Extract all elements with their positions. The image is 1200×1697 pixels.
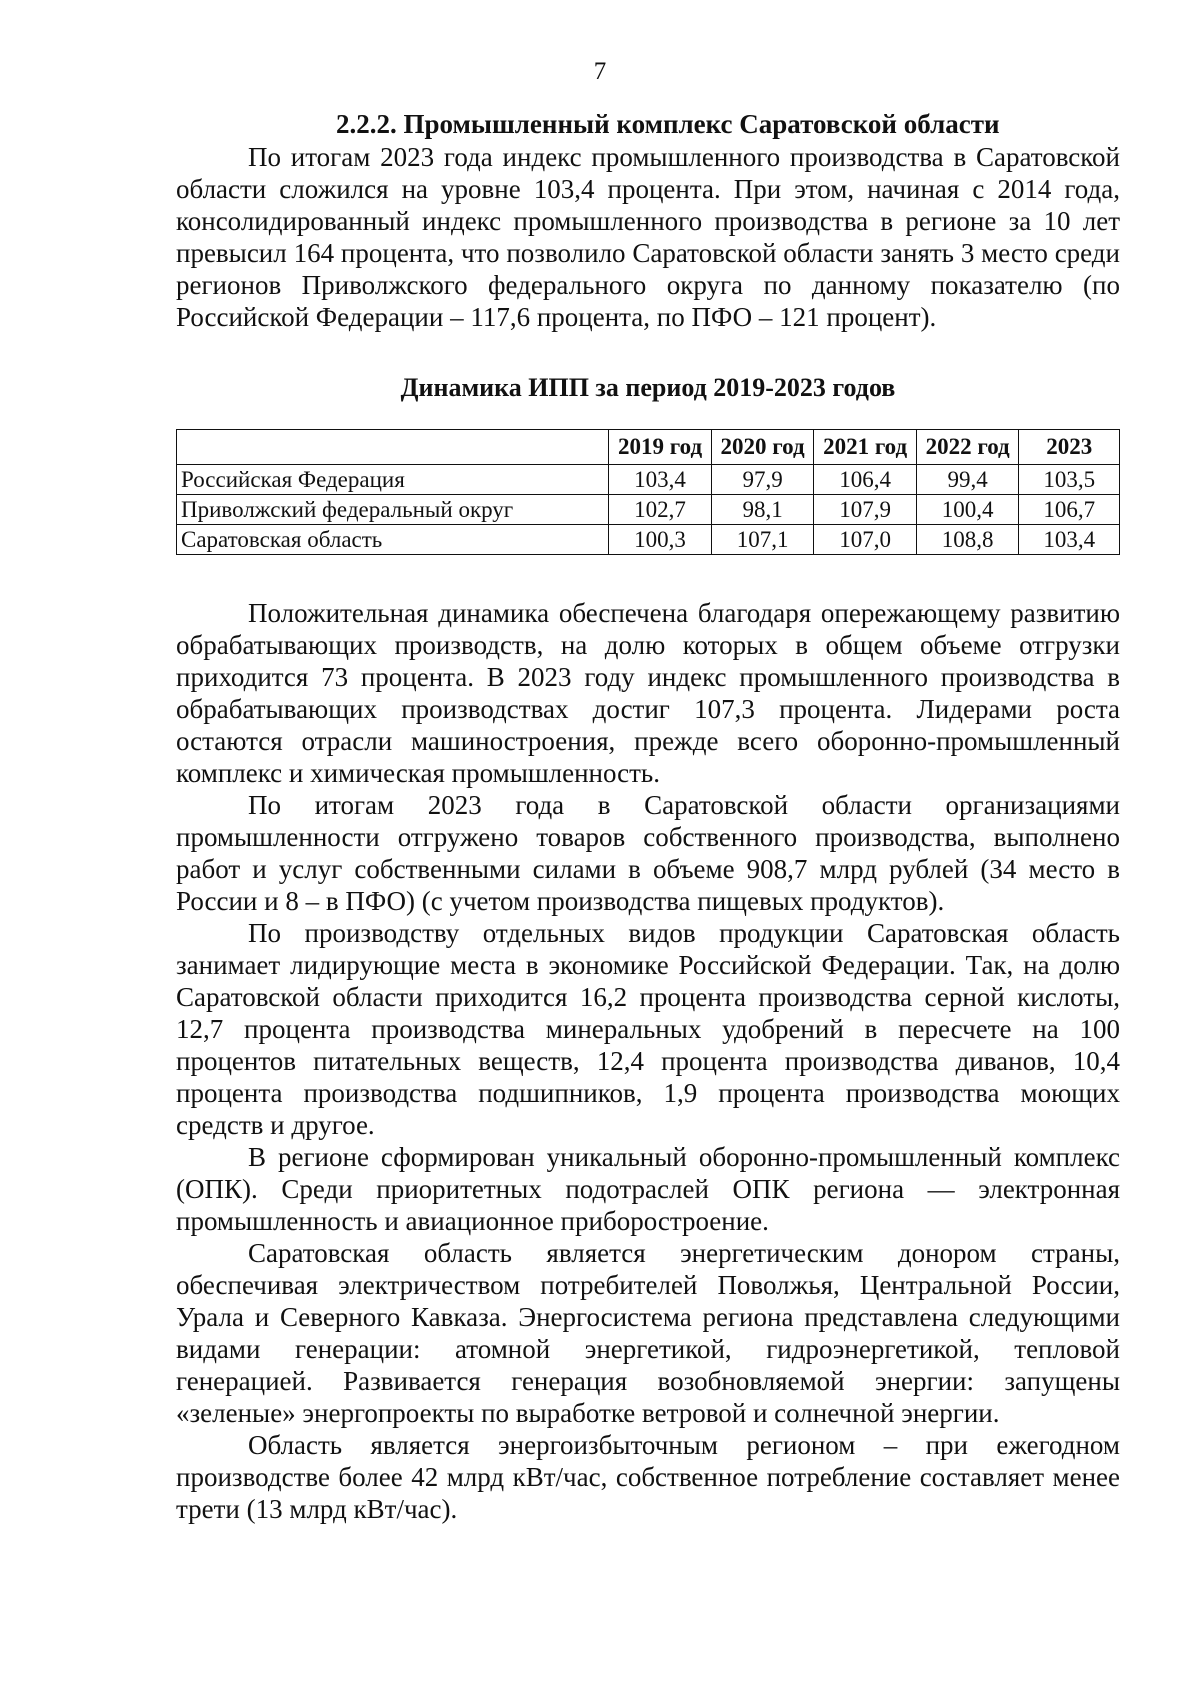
table-cell: 106,7 [1019,495,1120,525]
table-cell: 108,8 [916,525,1019,555]
table-cell: 103,4 [609,465,712,495]
table-cell: 100,4 [916,495,1019,525]
table-cell: 107,0 [814,525,917,555]
table-row-region: Приволжский федеральный округ [177,495,609,525]
table-header-2022: 2022 год [916,430,1019,465]
page-content [176,107,1120,1525]
table-header-2020: 2020 год [711,430,814,465]
table-header-2023: 2023 [1019,430,1120,465]
table-row-region: Российская Федерация [177,465,609,495]
table-cell: 102,7 [609,495,712,525]
page-number: 7 [593,58,607,85]
body-paragraph: По производству отдельных видов продукции Саратовская область занимает лидирующие места в экономике Российской Федерации. Так, на долю Саратовской области приходится 16,2 процента производства серной кислоты, 12,7 процента производства минеральных удобрений в пересчете на 100 процентов питательных веществ, 12,4 процента производства диванов, 10,4 процента производства подшипников, 1,9 процента производства моющих средств и другое. [176,918,1120,1140]
table-row [177,525,1120,555]
table-header-corner [177,430,609,465]
table-cell: 99,4 [916,465,1019,495]
table-cell: 106,4 [814,465,917,495]
body-paragraph: Саратовская область является энергетическим донором страны, обеспечивая электричеством потребителей Поволжья, Центральной России, Урала и Северного Кавказа. Энергосистема региона представлена следующими видами генерации: атомной энергетикой, гидроэнергетикой, тепловой генерацией. Развивается генерация возобновляемой энергии: запущены «зеленые» энергопроекты по выработке ветровой и солнечной энергии. [176,1238,1120,1428]
body-paragraph: В регионе сформирован уникальный оборонно-промышленный комплекс (ОПК). Среди приоритетных подотраслей ОПК региона — электронная промышленность и авиационное приборостроение. [176,1142,1120,1236]
intro-paragraph: По итогам 2023 года индекс промышленного производства в Саратовской области сложился на уровне 103,4 процента. При этом, начиная с 2014 года, консолидированный индекс промышленного производства в регионе за 10 лет превысил 164 процента, что позволило Саратовской области занять 3 место среди регионов Приволжского федерального округа по данному показателю (по Российской Федерации – 117,6 процента, по ПФО – 121 процент). [176,142,1120,332]
table-cell: 103,5 [1019,465,1120,495]
table-cell: 107,1 [711,525,814,555]
table-row [177,465,1120,495]
table-header-2021: 2021 год [814,430,917,465]
table-header-row [177,430,1120,465]
body-paragraph: По итогам 2023 года в Саратовской области организациями промышленности отгружено товаров собственного производства, выполнено работ и услуг собственными силами в объеме 908,7 млрд рублей (34 место в России и 8 – в ПФО) (с учетом производства пищевых продуктов). [176,790,1120,916]
table-cell: 98,1 [711,495,814,525]
table-cell: 103,4 [1019,525,1120,555]
table-title: Динамика ИПП за период 2019-2023 годов [400,373,896,402]
body-paragraph: Область является энергоизбыточным регионом – при ежегодном производстве более 42 млрд кВт/час, собственное потребление составляет менее трети (13 млрд кВт/час). [176,1430,1120,1524]
table-cell: 100,3 [609,525,712,555]
section-heading: 2.2.2. Промышленный комплекс Саратовской области [336,109,1000,139]
body-paragraph: Положительная динамика обеспечена благодаря опережающему развитию обрабатывающих производств, на долю которых в общем объеме отгрузки приходится 73 процента. В 2023 году индекс промышленного производства в обрабатывающих производствах достиг 107,3 процента. Лидерами роста остаются отрасли машиностроения, прежде всего оборонно-промышленный комплекс и химическая промышленность. [176,598,1120,788]
table-cell: 97,9 [711,465,814,495]
table-row [177,495,1120,525]
table-cell: 107,9 [814,495,917,525]
table-row-region: Саратовская область [177,525,609,555]
table-header-2019: 2019 год [609,430,712,465]
ipp-table [176,429,1120,555]
